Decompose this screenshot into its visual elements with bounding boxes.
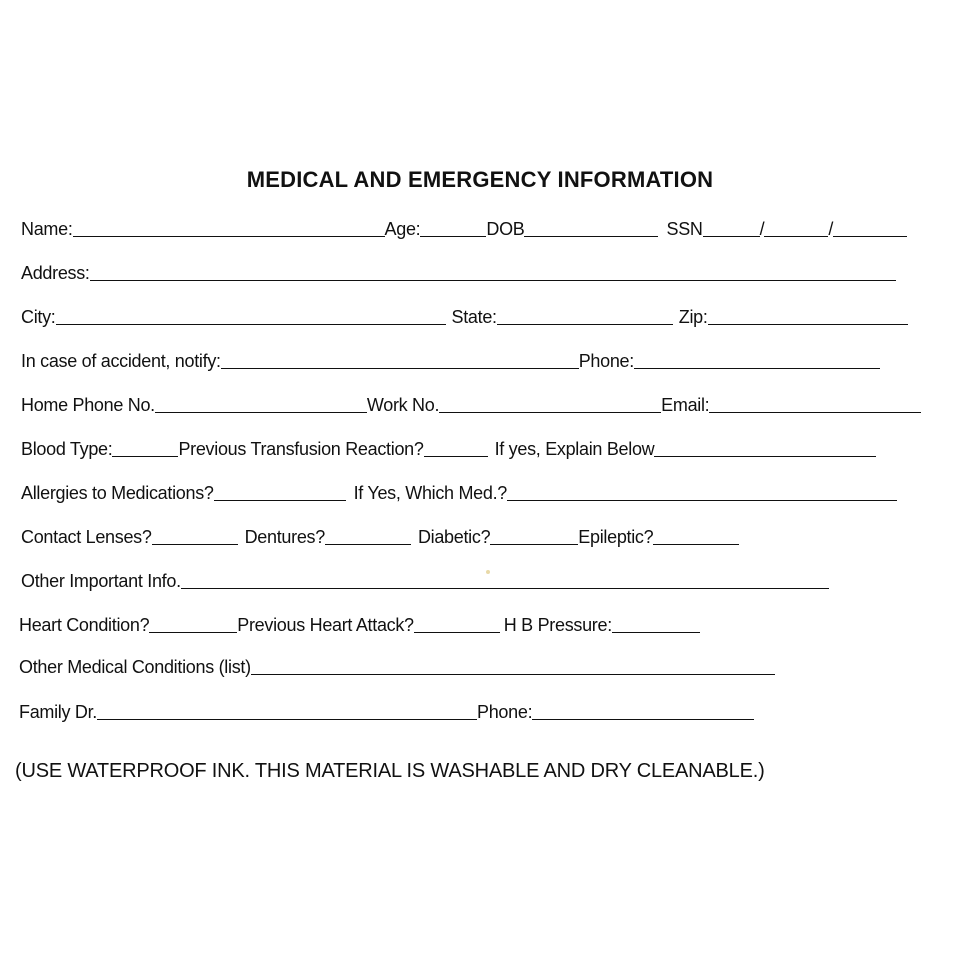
contact-lenses-field[interactable]: [152, 544, 238, 545]
accident-notify-label: In case of accident, notify:: [21, 351, 221, 371]
row-city: [21, 302, 908, 328]
other-info-label: Other Important Info.: [21, 571, 181, 591]
epileptic-label: Epileptic?: [578, 527, 654, 547]
ssn-separator-2: /: [828, 219, 834, 239]
heart-condition-field[interactable]: [149, 632, 237, 633]
row-blood: [21, 434, 876, 460]
dr-phone-field[interactable]: [532, 719, 754, 720]
row-conditions: [21, 522, 739, 548]
accident-notify-field[interactable]: [221, 368, 579, 369]
row-allergies: [21, 478, 897, 504]
ssn-field-part3[interactable]: [833, 236, 907, 237]
dob-label: DOB: [486, 219, 525, 239]
home-phone-field[interactable]: [155, 412, 367, 413]
emergency-phone-field[interactable]: [634, 368, 880, 369]
explain-field[interactable]: [654, 456, 876, 457]
zip-label: Zip:: [678, 307, 708, 327]
email-label: Email:: [661, 395, 710, 415]
blood-type-field[interactable]: [112, 456, 178, 457]
home-phone-label: Home Phone No.: [21, 395, 155, 415]
row-phones: [21, 390, 921, 416]
ssn-field-part1[interactable]: [703, 236, 760, 237]
emergency-phone-label: Phone:: [578, 351, 634, 371]
allergies-label: Allergies to Medications?: [21, 483, 214, 503]
dentures-field[interactable]: [325, 544, 411, 545]
diabetic-label: Diabetic?: [417, 527, 491, 547]
work-no-label: Work No.: [366, 395, 440, 415]
row-emergency-contact: [21, 346, 880, 372]
age-field[interactable]: [420, 236, 486, 237]
which-med-label: If Yes, Which Med.?: [353, 483, 507, 503]
city-field[interactable]: [56, 324, 446, 325]
heart-condition-label: Heart Condition?: [19, 615, 150, 635]
diabetic-field[interactable]: [490, 544, 578, 545]
dob-field[interactable]: [524, 236, 658, 237]
address-label: Address:: [21, 263, 90, 283]
family-dr-label: Family Dr.: [19, 702, 98, 722]
ssn-field-part2[interactable]: [764, 236, 828, 237]
prev-heart-attack-label: Previous Heart Attack?: [237, 615, 414, 635]
row-family-doctor: [19, 697, 754, 723]
name-label: Name:: [21, 219, 73, 239]
epileptic-field[interactable]: [653, 544, 739, 545]
hb-pressure-field[interactable]: [612, 632, 700, 633]
other-conditions-label: Other Medical Conditions (list): [19, 657, 251, 677]
family-dr-field[interactable]: [97, 719, 477, 720]
age-label: Age:: [384, 219, 421, 239]
email-field[interactable]: [709, 412, 921, 413]
state-label: State:: [451, 307, 497, 327]
dentures-label: Dentures?: [244, 527, 325, 547]
paper-speck: [486, 570, 490, 574]
row-name: [21, 214, 907, 240]
blood-type-label: Blood Type:: [21, 439, 113, 459]
waterproof-ink-note: (USE WATERPROOF INK. THIS MATERIAL IS WASHABLE AND DRY CLEANABLE.): [15, 760, 765, 782]
state-field[interactable]: [497, 324, 673, 325]
row-other-info: [21, 566, 829, 592]
hb-pressure-label: H B Pressure:: [503, 615, 612, 635]
row-other-conditions: [19, 652, 775, 678]
transfusion-label: Previous Transfusion Reaction?: [178, 439, 424, 459]
other-info-field[interactable]: [181, 588, 829, 589]
prev-heart-attack-field[interactable]: [414, 632, 500, 633]
ssn-separator-1: /: [759, 219, 765, 239]
dr-phone-label: Phone:: [477, 702, 533, 722]
row-address: [21, 258, 896, 284]
which-med-field[interactable]: [507, 500, 897, 501]
form-title: MEDICAL AND EMERGENCY INFORMATION: [246, 167, 714, 192]
row-heart: [19, 610, 700, 636]
name-field[interactable]: [73, 236, 385, 237]
zip-field[interactable]: [708, 324, 908, 325]
allergies-field[interactable]: [214, 500, 346, 501]
city-label: City:: [21, 307, 56, 327]
ssn-label: SSN: [666, 219, 703, 239]
work-no-field[interactable]: [439, 412, 661, 413]
other-conditions-field[interactable]: [251, 674, 775, 675]
if-yes-explain-label: If yes, Explain Below: [494, 439, 655, 459]
transfusion-field[interactable]: [424, 456, 488, 457]
contact-lenses-label: Contact Lenses?: [21, 527, 152, 547]
address-field[interactable]: [90, 280, 896, 281]
